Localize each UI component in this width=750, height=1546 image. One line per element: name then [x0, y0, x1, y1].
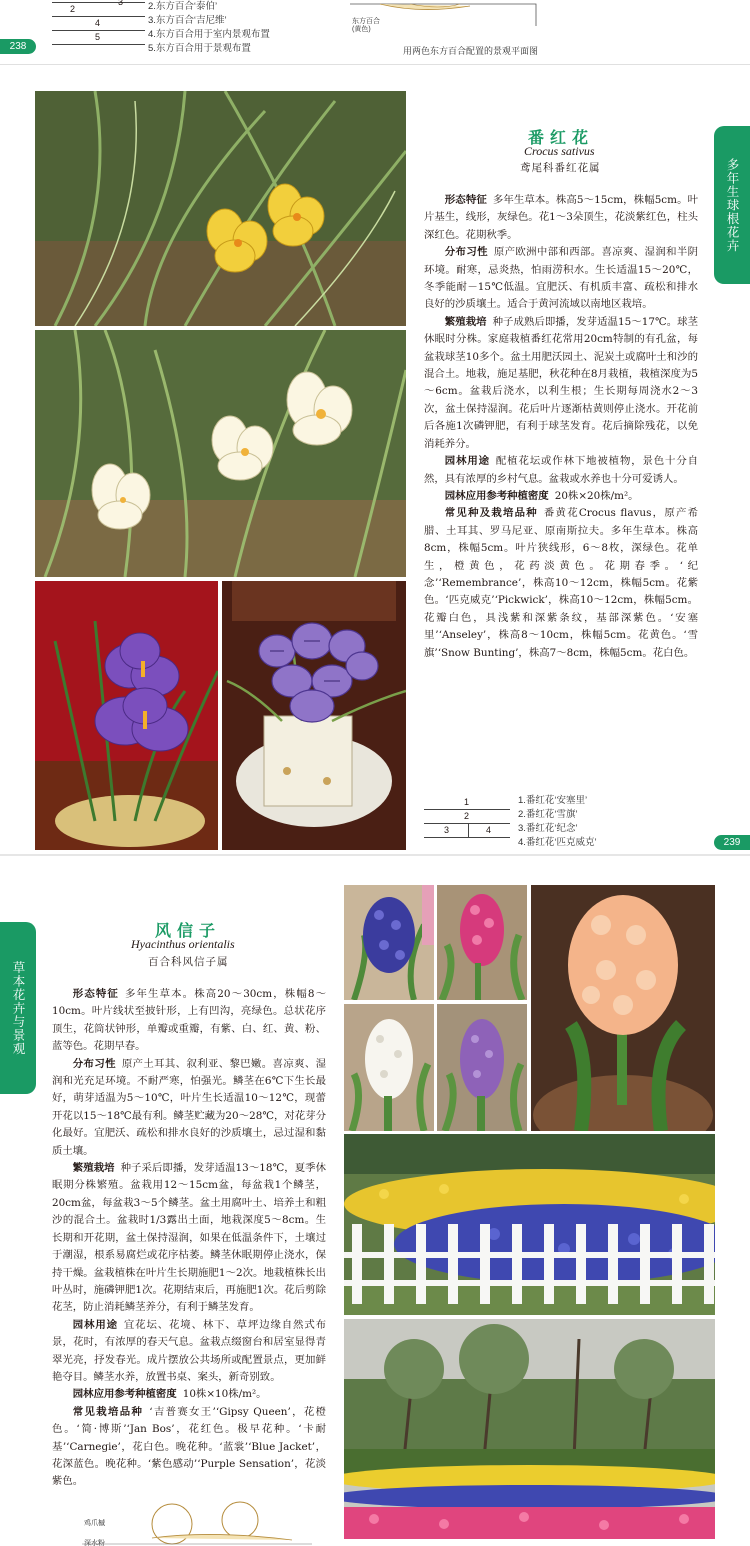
page-number: 238: [0, 39, 36, 54]
paragraph-text: 配植花坛或作林下地被植物，景色十分自然，具有浓厚的乡村气息。盆栽或水养也十分可爱诱人。: [424, 455, 699, 485]
photo-caption: 4.番红花‘匹克威克’: [518, 837, 597, 848]
plant-family: 百合科风信子属: [148, 956, 229, 968]
planting-plan-sketch: [82, 1500, 312, 1546]
photo-index-table: [52, 0, 145, 45]
paragraph-lead: 园林应用参考种植密度: [72, 1388, 177, 1401]
photo-index-cell: 5: [95, 32, 101, 42]
photo-caption: 1.番红花‘安塞里’: [518, 795, 588, 806]
photo-index-table: [424, 796, 510, 838]
paragraph-text: 种子采后即播，发芽适温13～18℃，夏季休眠期分株繁殖。盆栽用12～15cm盆，每盆栽1个鳞茎，20cm盆，每盆栽3～5个鳞茎。盆土用腐叶土、培养土和粗沙的混合土。盆栽时1/3露出土面，地栽深度5～8cm。生长期和开花期，盆土保持湿润，如果在低温条件下，土壤过于潮湿，根系易腐烂或花序枯萎。鳞茎休眠期停止浇水，保持干燥。盆栽植株在叶片生长期施肥1～2次。地栽植株长出叶丛时，施磷钾肥1次。花期结束后，再施肥1次。花后剪除花茎，防止消耗鳞茎养分，有利于鳞茎发育。: [52, 1162, 326, 1314]
photo-caption-list: [518, 794, 597, 850]
paragraph-text: 宜花坛、花境、林下、草坪边缘自然式布景，花时，有浓厚的春天气息。盆栽点缀窗台和居室显得青翠光亮，抒发春光。成片摆放公共场所或配置景点，更加鲜艳夺目。鳞茎水养，放置书桌、案头，新奇别致。: [52, 1318, 327, 1383]
paragraph: [424, 505, 698, 662]
paragraph: [52, 1160, 326, 1317]
paragraph-lead: 园林应用参考种植密度: [444, 489, 549, 502]
sketch-label: 鸡爪槭: [84, 1520, 105, 1527]
paragraph-text: 原产欧洲中部和西部。喜凉爽、湿润和半阴环境。耐寒，忌炎热，怕雨涝积水。生长适温15～20℃，冬季能耐－15℃低温。宜肥沃、有机质丰富、疏松和排水良好的沙质壤土。适合于黄河流域以南地区栽培。: [424, 246, 699, 311]
crocus-snow-bunting-photo: [35, 330, 406, 577]
hyacinth-orange-photo: [531, 885, 715, 1131]
paragraph: [52, 1404, 326, 1491]
hyacinth-garden-bed-photo: [344, 1134, 715, 1315]
paragraph-lead: 常见栽培品种: [72, 1405, 144, 1418]
sketch-label: 深水粉: [84, 1540, 105, 1546]
photo-caption: 3.番红花‘纪念’: [518, 823, 578, 834]
paragraph-text: 原产土耳其、叙利亚、黎巴嫩。喜凉爽、湿润和光充足环境。不耐严寒，怕强光。鳞茎在6℃下生长最好，萌芽适温为5～10℃，叶片生长适温10～12℃，现蕾开花以15～18℃最有利。鳞茎贮藏为20～28℃，对花芽分化最好。宜肥沃、疏松和排水良好的沙质壤土，忌过湿和黏质土壤。: [52, 1057, 327, 1157]
photo-index-cell: 2: [70, 4, 76, 14]
hyacinth-white-photo: [344, 1004, 434, 1131]
photo-caption: 2.番红花‘雪旗’: [518, 809, 578, 820]
sketch-label: 东方百合 (黄色): [352, 18, 380, 33]
paragraph-text: 多年生草本。株高5～15cm，株幅5cm。叶片基生，线形，灰绿色。花1～3朵顶生，花淡紫红色，柱头深红色。花期秋季。: [424, 194, 698, 241]
photo-caption: 4.东方百合用于室内景观布置: [148, 29, 270, 40]
plant-family: 鸢尾科番红花属: [520, 162, 601, 174]
photo-index-cell: 3: [118, 0, 124, 7]
paragraph-text: 种子成熟后即播，发芽适温15～17℃。球茎休眠时分株。家庭栽植番红花常用20cm特制的有孔盆，每盆栽球茎10多个。盆土用肥沃园土、泥炭土或腐叶土和沙的混合土。地栽，施足基肥，秋花种在8月栽植，栽植深度为5～6cm。盆栽后浇水，以利生根；生长期每周浇水2～3次，盆土保持湿润。花后叶片逐渐枯黄则停止浇水。开花前后各施1次磷钾肥，有利于球茎发育。花后摘除残花，以免消耗养分。: [424, 315, 698, 450]
paragraph-lead: 分布习性: [72, 1057, 116, 1070]
article-title: 风信子: [155, 921, 222, 940]
hyacinth-park-landscape-photo: [344, 1319, 715, 1539]
photo-caption: 2.东方百合‘泰伯’: [148, 1, 218, 12]
crocus-body-text: [424, 192, 698, 662]
hyacinth-body-text: [52, 986, 326, 1491]
paragraph: [424, 314, 698, 453]
crocus-remembrance-photo: [35, 581, 218, 850]
photo-index-row: [52, 17, 145, 31]
paragraph-text: 多年生草本。株高20～30cm，株幅8～10cm。叶片线状至披针形，上有凹沟，亮绿色。总状花序顶生，花筒状钟形，单瓣或重瓣，有紫、白、红、黄、粉、蓝等色。花期早春。: [52, 988, 327, 1053]
photo-index-cell: 2: [464, 811, 470, 821]
photo-index-row: [424, 810, 510, 824]
paragraph: [52, 1386, 326, 1403]
hyacinth-pink-photo: [437, 885, 527, 1000]
photo-index-row: [424, 796, 510, 810]
hyacinth-purple-photo: [437, 1004, 527, 1131]
crocus-pickwick-photo: [222, 581, 406, 850]
paragraph-lead: 形态特征: [72, 988, 119, 1000]
paragraph-lead: 常见种及栽培品种: [444, 507, 538, 520]
paragraph: [424, 192, 698, 244]
photo-index-row: [424, 824, 510, 838]
paragraph-lead: 园林用途: [72, 1318, 118, 1331]
photo-index-cell: 1: [464, 797, 470, 807]
chapter-tab[interactable]: 多年生球根花卉: [714, 126, 750, 284]
previous-page-strip: [0, 0, 750, 64]
plan-caption: 用两色东方百合配置的景观平面图: [403, 46, 539, 56]
paragraph-text: 20株×20株/m²。: [554, 489, 639, 502]
paragraph: [424, 453, 698, 488]
paragraph: [52, 1317, 326, 1387]
photo-caption: 5.东方百合用于景观布置: [148, 43, 251, 54]
chapter-tab[interactable]: 草本花卉与景观: [0, 922, 36, 1094]
paragraph: [52, 1056, 326, 1160]
photo-caption: 3.东方百合‘吉尼维’: [148, 15, 227, 26]
photo-index-cell: 4: [486, 825, 492, 835]
paragraph-lead: 形态特征: [444, 194, 487, 206]
photo-index-cell: 3: [444, 825, 450, 835]
crocus-anseley-photo: [35, 91, 406, 326]
paragraph-text: 10株×10株/m²。: [182, 1388, 267, 1401]
hyacinth-blue-photo: [344, 885, 434, 1000]
paragraph-lead: 分布习性: [444, 246, 488, 259]
page-number: 239: [714, 835, 750, 850]
paragraph-lead: 繁殖栽培: [444, 315, 487, 328]
photo-index-cell: 4: [95, 18, 101, 28]
paragraph-text: 番黄花Crocus flavus，原产希腊、土耳其、罗马尼亚、原南斯拉夫。多年生草本。株高8cm，株幅5cm。叶片狭线形，6～8枚，深绿色。花单生，橙黄色，花药淡黄色。花期春季。‘纪念’‘Remembrance’，株高10～12cm，株幅5cm。花紫色。‘匹克威克’‘Pickwick’，株高10～12cm，株幅5cm。花瓣白色，具浅紫和深紫条纹，基部深紫色。‘安塞里’‘Anseley’，株高8～10cm，株幅5cm。花黄色。‘雪旗’‘Snow Bunting’，株高7～8cm，株幅5cm。花白色。: [424, 507, 698, 659]
photo-index-row: [52, 31, 145, 45]
paragraph: [424, 244, 698, 314]
latin-name: Crocus sativus: [524, 144, 595, 158]
photo-caption-list: [148, 0, 270, 56]
paragraph-text: ‘吉普赛女王’‘Gipsy Queen’，花橙色。‘简·博斯’‘Jan Bos’，花红色。极早花种。‘卡耐基’‘Carnegie’，花白色。晚花种。‘蓝裳’‘Blue Jacket’，花深蓝色。晚花种。‘紫色感动’‘Purple Sensation’，花淡紫色。: [52, 1405, 326, 1488]
paragraph: [424, 488, 698, 505]
paragraph-lead: 繁殖栽培: [72, 1162, 115, 1175]
latin-name: Hyacinthus orientalis: [131, 937, 235, 951]
photo-index-row: [52, 0, 145, 17]
article-title: 番红花: [528, 128, 595, 147]
paragraph-lead: 园林用途: [444, 455, 490, 468]
paragraph: [52, 986, 326, 1056]
